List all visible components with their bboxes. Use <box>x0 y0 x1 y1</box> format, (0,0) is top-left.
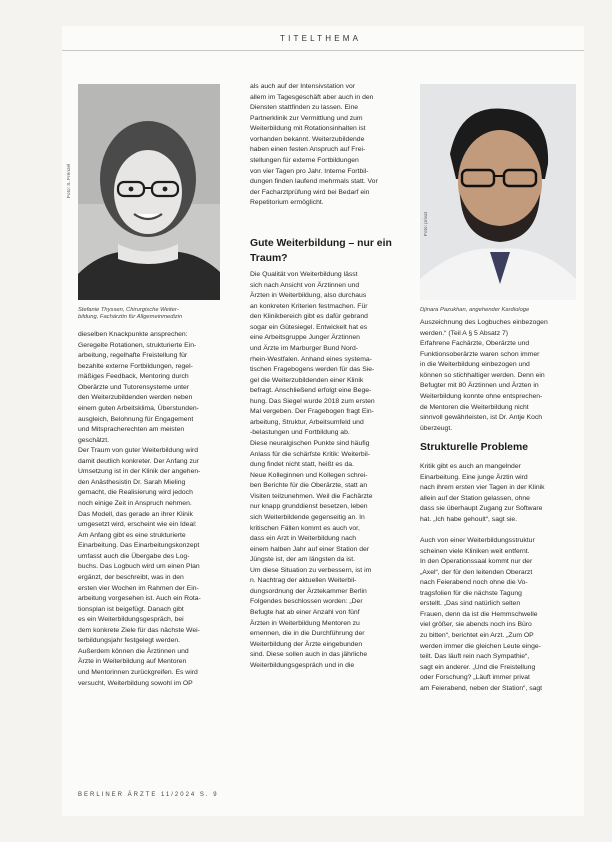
body-line: Diensten stattfinden zu lassen. Eine <box>250 104 359 112</box>
body-line: -belastungen und Fortbildung ab. <box>250 429 350 437</box>
body-line: tragsfolien für die nächste Tagung <box>420 589 522 597</box>
body-line: Partnerklinik zur Vermittlung und zum <box>250 114 363 122</box>
body-line: damit deutlich konkreter. Der Anfang zur <box>78 457 199 465</box>
body-line: Befugter mit 80 Ärztinnen und Ärzten in <box>420 382 539 390</box>
body-line: scheinen viele Kliniken weit entfernt. <box>420 547 530 555</box>
body-line: In den Operationssaal kommt nur der <box>420 558 533 566</box>
body-line: dass sie überhaupt Zugang zur Software <box>420 505 543 513</box>
body-line: allein auf der Station gelassen, ohne <box>420 494 530 502</box>
heading-line: Gute Weiterbildung – nur ein <box>250 238 392 249</box>
body-line: Jüngste ist, der am längsten da ist. <box>250 556 356 564</box>
body-line: ergänzt, der beschreibt, was in den <box>78 573 184 581</box>
body-line: Einarbeitung. Das Einarbeitungskonzept <box>78 542 200 550</box>
body-line: Repetitorium ermöglicht. <box>250 199 324 207</box>
body-line: Außerdem können die Ärztinnen und <box>78 647 189 655</box>
body-line: Mal vergeben. Der Fragebogen fragt Ein- <box>250 408 374 416</box>
body-line: allem im Tagesgeschäft aber auch in den <box>250 93 374 101</box>
body-line: sind. Diese sollen auch in das jährliche <box>250 651 368 659</box>
body-line: dem konkrete Ziele für das nächste Wei- <box>78 626 200 634</box>
body-line: bezahlte externe Fortbildungen, regel- <box>78 362 193 370</box>
body-line: „Axel“, der für den leitenden Oberarzt <box>420 568 533 576</box>
body-line: eine Arbeitsgruppe Junger Ärztinnen <box>250 334 360 342</box>
body-line: ernennen, die in die Durchführung der <box>250 630 365 638</box>
body-line: an konkreten Kriterien festmachen. Für <box>250 302 368 310</box>
page <box>62 26 584 816</box>
body-line: erstellt. „Das sind natürlich selten <box>420 600 521 608</box>
body-line: es ein Weiterbildungsgespräch, bei <box>78 616 184 624</box>
page-header <box>62 26 584 52</box>
body-line: arbeitung, Struktur, Arbeitsumfeld und <box>250 418 364 426</box>
body-line: noch einige Zeit in Anspruch nehmen. <box>78 500 192 507</box>
body-line: Um diese Situation zu verbessern, ist im <box>250 566 372 574</box>
body-line: einem guten Arbeitsklima, Überstunden- <box>78 404 199 412</box>
body-line: Folgendes beschlossen worden: „Der <box>250 598 363 606</box>
body-line: terbildungsjahr festgelegt werden. <box>78 637 181 645</box>
body-line: und Ärzte im Marburger Bund Nord- <box>250 344 359 352</box>
photo-caption-left-line: bildung, Fachärztin für Allgemeinmedizin <box>78 314 183 321</box>
body-line: den Anästhesistin Dr. Sarah Mieling <box>78 478 186 486</box>
body-line: dungsordnung der Ärztekammer Berlin <box>250 587 367 595</box>
body-line: dieselben Knackpunkte ansprechen: <box>78 331 188 338</box>
photo-credit-right: Foto: privat <box>424 212 429 236</box>
body-line: und Mentorinnen zurückgreifen. Es wird <box>78 669 198 676</box>
body-line: Neue Kolleginnen und Kollegen schrei- <box>250 471 368 479</box>
body-line: teilt. Das läuft rein nach Sympathie“, <box>420 653 530 661</box>
photo-caption-right: Djinara Pazukhan, angehender Kardiologe <box>420 307 530 313</box>
body-line: von vier Tagen pro Jahr. Interne Fortbil- <box>250 167 369 175</box>
body-line: Anlass für die schärfste Kritik: Weiterbil- <box>250 450 370 458</box>
body-line: zu bitten“, berichtet ein Arzt. „Zum OP <box>420 632 534 639</box>
body-line: Auszeichnung des Logbuches einbezogen <box>420 319 548 326</box>
body-line: arbeitung vorgesehen ist. Auch ein Rota- <box>78 595 201 603</box>
portrait-woman-illustration <box>78 84 220 300</box>
body-line: befragt. Anschließend erfolgt eine Bege- <box>250 387 372 395</box>
body-line: Am Anfang gibt es eine strukturierte <box>78 531 186 539</box>
section-heading-strukturelle-probleme: Strukturelle Probleme <box>420 442 528 453</box>
text-column-3-top <box>420 318 582 434</box>
body-line: Oberärzte und Tutorensysteme unter <box>78 383 190 391</box>
text-column-3 <box>420 462 582 694</box>
body-line: sinnvoll gewährleisten, ist Dr. Antje Koch <box>420 414 543 422</box>
body-line: einem halben Jahr auf einer Station der <box>250 545 370 553</box>
body-line: Funktionsoberärzte waren schon immer <box>420 350 540 358</box>
text-column-2-top <box>250 82 412 209</box>
body-line: ausgleich, Belohnung für Engagement <box>78 415 194 423</box>
body-line: der Facharztprüfung wird bei Bedarf ein <box>250 188 370 196</box>
body-line: in die Weiterbildung einbezogen und <box>420 361 530 369</box>
body-line: und Mitspracherechten am meisten <box>78 426 185 434</box>
body-line: stellungen für externe Fortbildungen <box>250 156 359 164</box>
body-line: nach ihrem ersten vier Tagen in der Klinik <box>420 484 545 492</box>
body-line: viel größer, sie abends noch ins Büro <box>420 621 532 629</box>
body-line: gel die Weiterzubildenden einer Klinik <box>250 376 364 384</box>
body-line: Diese neuralgischen Punkte sind häufig <box>250 440 370 447</box>
body-line: nur knapp grunddienst besetzen, leben <box>250 503 368 511</box>
body-line: mäßiges Feedback, Mentoring durch <box>78 373 189 381</box>
portrait-photo-left <box>78 84 220 300</box>
body-line: rhein-Westfalen. Anhand eines systema- <box>250 355 372 363</box>
body-line: gemacht, die Realisierung wird jedoch <box>78 489 193 497</box>
photo-credit-left: Foto: S. Frenzel <box>67 163 72 198</box>
body-line: tischen Fragebogens werden für das Sie- <box>250 366 375 374</box>
portrait-man-illustration <box>420 84 576 300</box>
body-line: Geregelte Rotationen, strukturierte Ein- <box>78 341 197 349</box>
body-line: Weiterbildungsgespräch und in die <box>250 661 355 669</box>
body-line: Visiten teilzunehmen. Weil die Fachärzte <box>250 492 373 500</box>
body-line: sich nach Ansicht von Ärztinnen und <box>250 281 360 289</box>
body-line <box>420 525 582 536</box>
body-line: Umsetzung ist in der Klinik der angehen- <box>78 468 201 476</box>
section-label: TITELTHEMA <box>280 34 362 43</box>
body-line: Befugte hat ab einer Anzahl von fünf <box>250 609 360 616</box>
body-line: Ärzte in Weiterbildung auf Mentoren <box>78 658 187 666</box>
body-line: als auch auf der Intensivstation vor <box>250 83 356 90</box>
body-line: dung findet nicht statt, heißt es da. <box>250 461 354 469</box>
text-column-1 <box>78 330 238 689</box>
body-line: überzeugt. <box>420 424 453 432</box>
body-line: hung. Das Siegel wurde 2018 zum ersten <box>250 397 375 405</box>
body-line: Der Traum von guter Weiterbildung wird <box>78 447 199 455</box>
body-line: umgesetzt wird, erscheint wie ein Ideal: <box>78 521 197 529</box>
body-line: werden.“ (Teil A § 5 Absatz 7) <box>420 329 509 337</box>
body-line: den Weiterzubildenden werden neben <box>78 394 193 402</box>
body-line: de Mentoren die Weiterbildung nicht <box>420 403 529 411</box>
body-line: sagt ein anderer. „Und die Freistellung <box>420 663 536 671</box>
body-line: Erfahrene Fachärzte, Oberärzte und <box>420 340 530 348</box>
body-line: dass ein Arzt in Weiterbildung nach <box>250 535 357 543</box>
body-line: können so stichhaltiger werden. Denn ein <box>420 371 545 379</box>
body-line: Das Modell, das gerade an ihrer Klinik <box>78 510 193 518</box>
section-heading-gute-weiterbildung <box>250 236 416 266</box>
text-column-2 <box>250 270 412 671</box>
body-line: Auch von einer Weiterbildungsstruktur <box>420 536 535 544</box>
body-line: haben einen festen Anspruch auf Frei- <box>250 146 366 154</box>
body-line: n. Nachtrag der aktuellen Weiterbil- <box>250 577 357 585</box>
body-line: sich Weiterbildende gegenseitig an. In <box>250 513 365 521</box>
body-line: den Klinikbereich gibt es dafür gebrand <box>250 313 368 321</box>
body-line: tionsplan ist beigefügt. Danach gibt <box>78 605 184 613</box>
body-line: geschätzt. <box>78 436 109 444</box>
body-line: dungen finden laufend mehrmals statt. Vor <box>250 178 378 186</box>
body-line: arbeitung, regelhafte Freistellung für <box>78 352 188 360</box>
body-line: umfasst auch die Übergabe des Log- <box>78 552 190 560</box>
body-line: versucht, Weiterbildung sowohl im OP <box>78 679 193 687</box>
body-line: Weiterbildung konnte ohne entsprechen- <box>420 392 543 400</box>
body-line: Weiterbildung mit Rotationsinhalten ist <box>250 125 366 133</box>
body-line: ben Berichte für die Oberärzte, statt an <box>250 482 368 490</box>
body-line: buchs. Das Logbuch wird um einen Plan <box>78 563 200 571</box>
body-line: ersten vier Wochen im Rahmen der Ein- <box>78 584 199 592</box>
portrait-photo-right <box>420 84 576 300</box>
body-line: Weiterbildung der Ärzte eingebunden <box>250 640 363 648</box>
body-line: Einarbeitung. Eine junge Ärztin wird <box>420 473 528 481</box>
photo-caption-left <box>78 307 228 322</box>
body-line: kritischen Fällen kommt es auch vor, <box>250 524 360 532</box>
body-line: Ärzten in Weiterbildung Mentoren zu <box>250 619 360 627</box>
body-line: nach Feierabend noch ohne die Vo- <box>420 579 528 587</box>
body-line: sogar ein Gütesiegel. Entwickelt hat es <box>250 323 368 331</box>
body-line: Kritik gibt es auch an mangelnder <box>420 463 521 470</box>
page-footer: BERLINER ÄRZTE 11/2024 S. 9 <box>78 792 219 798</box>
body-line: werden immer die gleichen Leute einge- <box>420 642 541 650</box>
body-line: vorhanden bekannt. Weiterzubildende <box>250 135 365 143</box>
body-line: am Feierabend, neben der Station“, sagt <box>420 684 543 692</box>
body-line: oder Forschung? „Läuft immer privat <box>420 674 530 682</box>
header-rule <box>62 50 584 51</box>
body-line: Frauen, denn da ist die Hemmschwelle <box>420 610 538 618</box>
heading-line: Traum? <box>250 253 288 264</box>
body-line: Die Qualität von Weiterbildung lässt <box>250 271 358 278</box>
body-line: hat. „Ich habe gehoult“, sagt sie. <box>420 515 518 523</box>
body-line: Ärzten in Weiterbildung, also durchaus <box>250 292 367 300</box>
photo-caption-left-line: Stefanie Thyssen, Chirurgische Weiter- <box>78 307 179 313</box>
